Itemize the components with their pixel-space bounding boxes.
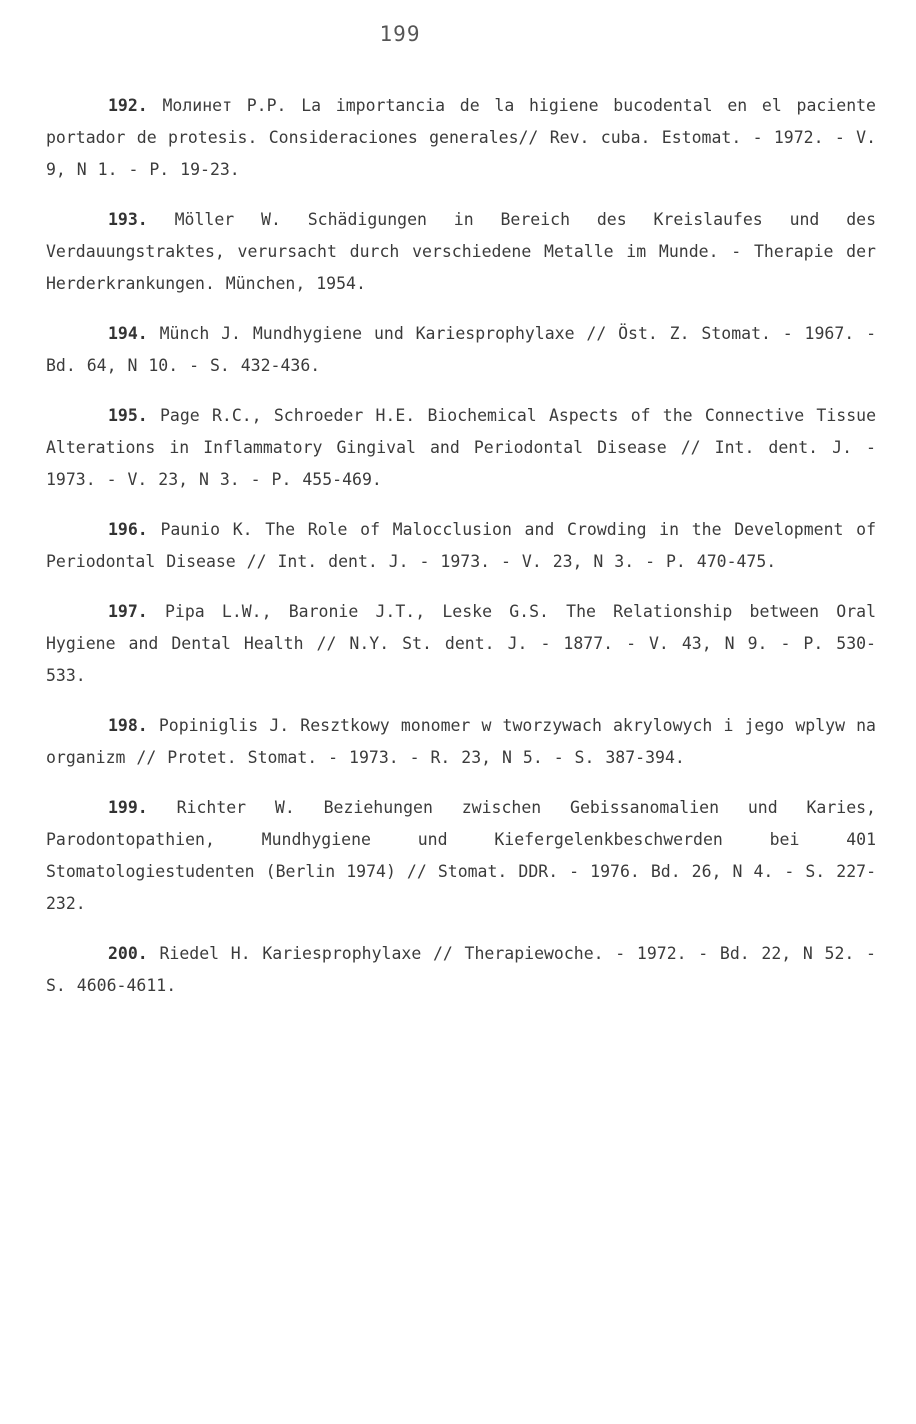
reference-text: Молинет Р.Р. La importancia de la higiene bucodental en el paciente portador de protesis. Consideraciones generales// Rev. cuba. Estomat. - 1972. - V. 9, N 1. - P. 19-23. — [46, 96, 876, 179]
reference-entry — [46, 596, 876, 692]
reference-text: Popiniglis J. Resztkowy monomer w tworzywach akrylowych i jego wplyw na organizm // Protet. Stomat. - 1973. - R. 23, N 5. - S. 387-394. — [46, 716, 876, 767]
reference-text: Page R.C., Schroeder H.E. Biochemical Aspects of the Connective Tissue Alterations in Inflammatory Gingival and Periodontal Disease // Int. dent. J. - 1973. - V. 23, N 3. - P. 455-469. — [46, 406, 876, 489]
page-number: 199 — [379, 22, 421, 46]
reference-number: 192. — [108, 96, 148, 115]
reference-entry — [46, 204, 876, 300]
reference-text: Pipa L.W., Baronie J.T., Leske G.S. The Relationship between Oral Hygiene and Dental Health // N.Y. St. dent. J. - 1877. - V. 43, N 9. - P. 530-533. — [46, 602, 877, 685]
reference-text: Möller W. Schädigungen in Bereich des Kreislaufes und des Verdauungstraktes, verursacht durch verschiedene Metalle im Munde. - Therapie der Herderkrankungen. München, 1954. — [46, 210, 877, 293]
reference-number: 194. — [108, 324, 148, 343]
reference-entry — [46, 318, 876, 382]
reference-entry — [46, 792, 876, 920]
reference-number: 196. — [108, 520, 148, 539]
reference-number: 195. — [108, 406, 148, 425]
reference-text: Paunio K. The Role of Malocclusion and Crowding in the Development of Periodontal Disease // Int. dent. J. - 1973. - V. 23, N 3. - P. 470-475. — [46, 520, 877, 571]
reference-entry — [46, 90, 876, 186]
reference-number: 200. — [108, 944, 148, 963]
reference-text: Riedel H. Kariesprophylaxe // Therapiewoche. - 1972. - Bd. 22, N 52. - S. 4606-4611. — [46, 944, 876, 995]
reference-number: 198. — [108, 716, 148, 735]
reference-entry — [46, 938, 876, 1002]
reference-number: 193. — [108, 210, 148, 229]
reference-number: 197. — [108, 602, 148, 621]
reference-entry — [46, 400, 876, 496]
reference-number: 199. — [108, 798, 148, 817]
reference-text: Richter W. Beziehungen zwischen Gebissanomalien und Karies, Parodontopathien, Mundhygiene und Kiefergelenkbeschwerden bei 401 Stomatologiestudenten (Berlin 1974) // Stomat. DDR. - 1976. Bd. 26, N 4. - S. 227-232. — [46, 798, 876, 913]
reference-list — [46, 90, 876, 1020]
reference-entry — [46, 514, 876, 578]
reference-text: Münch J. Mundhygiene und Kariesprophylaxe // Öst. Z. Stomat. - 1967. - Bd. 64, N 10. - S. 432-436. — [46, 324, 877, 375]
reference-entry — [46, 710, 876, 774]
